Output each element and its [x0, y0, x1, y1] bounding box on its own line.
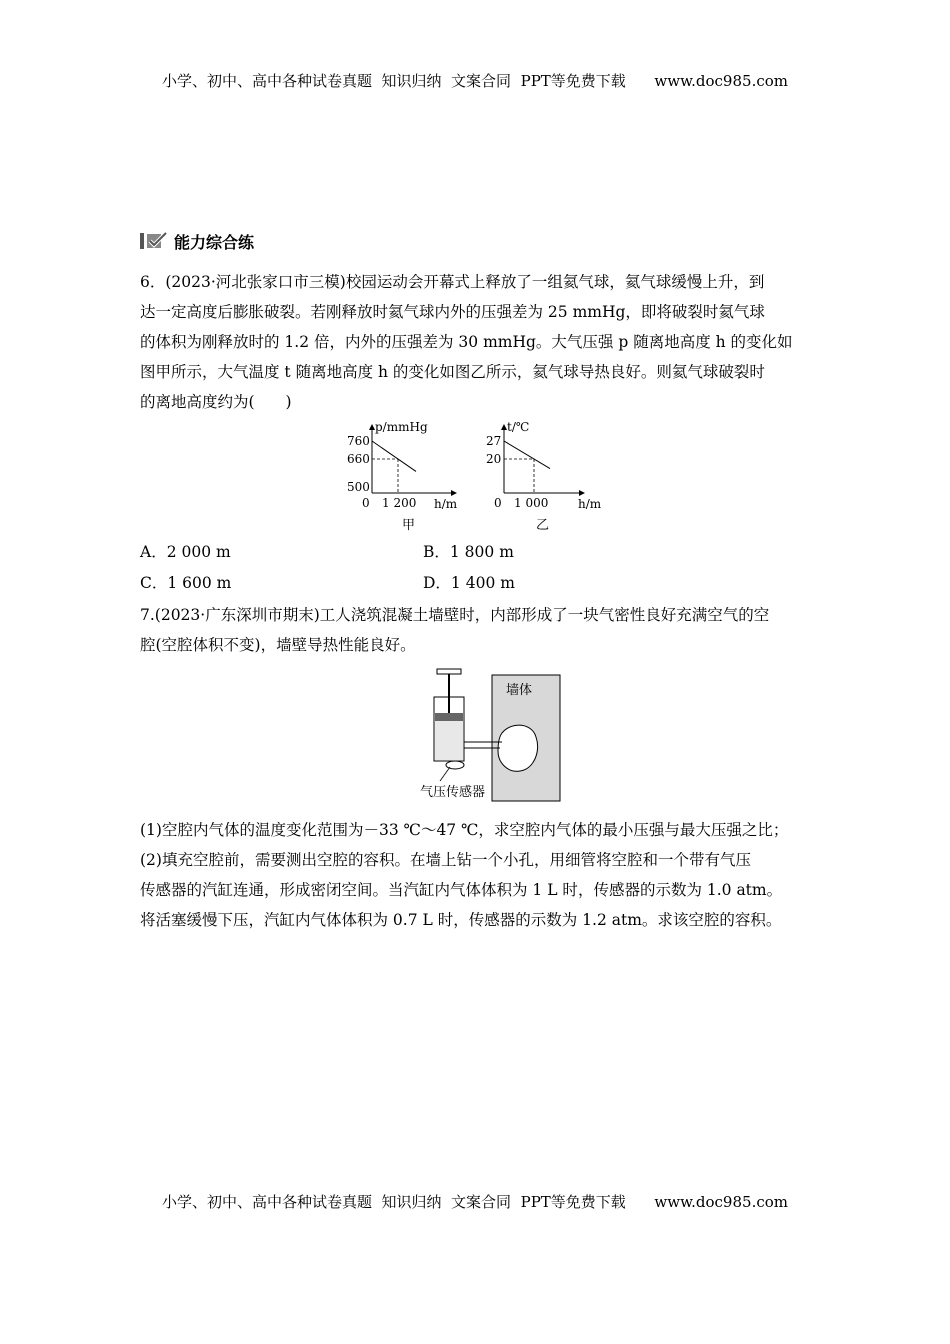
page-header: 小学、初中、高中各种试卷真题 知识归纳 文案合同 PPT等免费下载 www.doc985.com — [161, 72, 788, 90]
checkmark-icon — [146, 232, 168, 250]
q6-line: 图甲所示，大气温度 t 随离地高度 h 的变化如图乙所示，氦气球导热良好。则氦气球破裂时 — [140, 363, 765, 381]
q7-part-line: 将活塞缓慢下压，汽缸内气体体积为 0.7 L 时，传感器的示数为 1.2 atm。求该空腔的容积。 — [140, 911, 782, 929]
charts-figure — [330, 415, 630, 535]
sensor-label: 气压传感器 — [420, 785, 486, 800]
section-bar — [140, 233, 144, 249]
q6-line: 6．(2023·河北张家口市三模)校园运动会开幕式上释放了一组氦气球，氦气球缓慢上升，到 — [140, 273, 765, 291]
option-d: D．1 400 m — [423, 574, 515, 592]
q7-line: 腔(空腔体积不变)，墙壁导热性能良好。 — [140, 636, 416, 654]
question-7 — [140, 600, 810, 660]
chart-jia-series-line — [372, 441, 416, 471]
chart-jia-xtick: 0 — [362, 496, 370, 510]
chart-yi — [486, 420, 602, 533]
section-heading — [140, 228, 254, 254]
sensor-pointer — [440, 767, 450, 781]
apparatus-figure — [420, 663, 570, 803]
chart-yi-xtick: 1 000 — [514, 496, 549, 510]
chart-jia-xlabel: h/m — [434, 497, 458, 511]
chart-jia-ytick: 660 — [347, 452, 370, 466]
wall-label: 墙体 — [506, 683, 533, 698]
chart-yi-title: 乙 — [536, 518, 550, 533]
page-footer: 小学、初中、高中各种试卷真题 知识归纳 文案合同 PPT等免费下载 www.doc985.com — [161, 1193, 788, 1211]
chart-jia-ylabel: p/mmHg — [375, 420, 428, 434]
piston — [435, 713, 463, 721]
q6-line: 的体积为刚释放时的 1.2 倍，内外的压强差为 30 mmHg。大气压强 p 随离地高度 h 的变化如 — [140, 333, 793, 351]
question-7-parts — [140, 815, 810, 935]
piston-handle — [437, 669, 461, 674]
chart-yi-ytick: 27 — [486, 434, 502, 448]
q7-line: 7.(2023·广东深圳市期末)工人浇筑混凝土墙壁时，内部形成了一块气密性良好充满空气的空 — [140, 606, 770, 624]
q7-part-line: (1)空腔内气体的温度变化范围为－33 ℃～47 ℃，求空腔内气体的最小压强与最大压强之比； — [140, 821, 789, 839]
chart-yi-ylabel: t/℃ — [507, 420, 530, 434]
q6-line: 的离地高度约为( ) — [140, 393, 292, 411]
chart-yi-xlabel: h/m — [578, 497, 602, 511]
cavity — [498, 725, 538, 771]
chart-jia-xtick: 1 200 — [382, 496, 417, 510]
chart-jia — [347, 420, 458, 533]
cylinder-gas — [435, 721, 463, 760]
option-b: B．1 800 m — [423, 543, 514, 561]
chart-yi-xtick: 0 — [494, 496, 502, 510]
q6-line: 达一定高度后膨胀破裂。若刚释放时氦气球内外的压强差为 25 mmHg，即将破裂时氦气球 — [140, 303, 765, 321]
pressure-sensor — [446, 761, 464, 769]
option-a: A．2 000 m — [140, 543, 231, 561]
chart-yi-ytick: 20 — [486, 452, 502, 466]
chart-jia-ytick: 760 — [347, 434, 370, 448]
chart-jia-ytick: 500 — [347, 480, 370, 494]
q7-part-line: 传感器的汽缸连通，形成密闭空间。当汽缸内气体体积为 1 L 时，传感器的示数为 1.0 atm。 — [140, 881, 783, 899]
option-c: C．1 600 m — [140, 574, 232, 592]
chart-yi-series-line — [504, 441, 550, 469]
section-title: 能力综合练 — [174, 232, 255, 252]
question-6 — [140, 267, 810, 417]
q7-part-line: (2)填充空腔前，需要测出空腔的容积。在墙上钻一个小孔，用细管将空腔和一个带有气压 — [140, 851, 751, 869]
chart-jia-title: 甲 — [402, 518, 416, 533]
